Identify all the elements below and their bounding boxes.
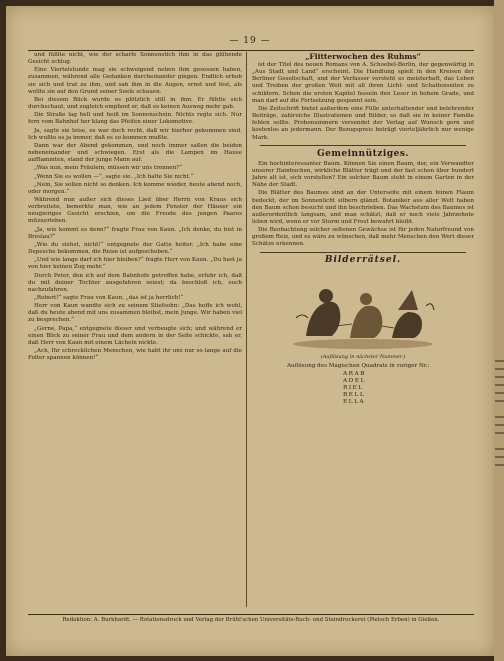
paragraph: ist der Titel des neuen Romans von A. Schoebel-Berlin, der gegenwärtig in „Aus Stadt und Land“ erscheint. Die Handlung spielt in den Kreisen der Berliner Gesellschaft, und der Verfasser versteht es meisterhaft, das Leben und Treiben der großen Welt mit all ihren Licht- und Schattenseiten zu schildern. Schon die ersten Kapitel fesseln den Leser in hohem Grade, und man darf auf die Fortsetzung gespannt sein.: [252, 62, 474, 104]
center-figure: [350, 306, 382, 338]
paragraph: Die Zeitschrift bietet außerdem eine Fülle unterhaltender und belehrender Beiträge, zahlreiche Illustrationen und Bilder, so daß sie in keiner Familie fehlen sollte. Probenummern versendet der Verlag auf Wunsch gern und kostenlos an jedermann. Der Bezugspreis beträgt vierteljährlich nur wenige Mark.: [252, 105, 474, 141]
left-figure-head: [319, 289, 333, 303]
serial-title: „Flitterwochen des Ruhms“: [305, 52, 421, 61]
left-column: [28, 52, 242, 607]
puzzle-title: Bilderrätsel.: [324, 254, 402, 265]
answer-row: ARAB: [343, 371, 366, 378]
ground-shadow: [293, 339, 433, 349]
puzzle-note: (Auflösung in nächster Nummer.): [320, 353, 406, 360]
paragraph: „Gerne, Papa,“ entgegnete dieser und verbeugte sich; und während er einen Blick zu seiner Frau und dem andern in der Seite schickte, sah er, daß Herr von Kaun mit einem Lächeln nickte.: [28, 325, 242, 346]
decor-line: [382, 326, 394, 328]
column-divider: [246, 52, 247, 607]
paragraph: „Ach, Ihr schrecklichen Menschen, wie habt ihr uns nur so lange auf die Folter spannen können!“: [28, 348, 242, 362]
answer-row: RIEL: [343, 385, 364, 392]
section-title: Gemeinnütziges.: [316, 148, 410, 159]
paragraph: „Robert!“ sagte Frau von Kaun, „das ist ja herrlich!“: [34, 295, 184, 301]
center-figure-head: [360, 293, 372, 305]
paragraph: Dann war der Abend gekommen, und noch immer saßen die beiden nebeneinander und schwiegen. Erst als die Lampen im Hause aufflammten, stand der junge Mann auf.: [28, 142, 242, 164]
paragraph: Bei diesem Blick wurde es plötzlich still in ihm. Er fühlte sich durchschaut, und zugleich empfand er, daß es keinen Ausweg mehr gab.: [28, 96, 242, 111]
answer-row: BELL: [343, 392, 366, 399]
left-figure: [306, 301, 340, 335]
paragraph: und füßlte nicht, wie der scharfe Sonnenstich ihm in das glühende Gesicht schlug.: [28, 52, 242, 66]
header-rule: [28, 50, 474, 51]
puzzle-illustration: [288, 266, 438, 350]
paragraph: „Wie du siehst, nicht!“ entgegnete der Gatte heiter. „Ich habe eine Depesche bekommen, die Reise ist aufgeschoben.“: [28, 241, 242, 256]
section-rule: [260, 252, 466, 253]
paragraph: Eine Viertelstunde mag sie schweigend neben ihm gesessen haben, zusammen, während alle Gedanken durcheinander gingen. Endlich erhob sie sich und trat zu ihm, und sah ihm in die Augen, ernst und fest, als wollte sie auf den Grund seiner Seele schauen.: [28, 67, 242, 95]
decor-curve: [296, 315, 308, 318]
newspaper-page: [6, 6, 494, 656]
picture-puzzle: [283, 254, 443, 407]
paragraph: Herr von Kaun wandte sich zu seinem Stiefsohn: „Das hoffe ich wohl, daß du heute abend mit uns zusammen bleibst, mein Junge. Wir haben viel zu besprechen.“: [28, 303, 242, 324]
paragraph: Die Beobachtung solcher seltenen Gewächse ist für jeden Naturfreund von großem Reiz, und es wäre zu wünschen, daß mehr Menschen den Wert dieser Schätze erkennen.: [252, 227, 474, 248]
footer-rule: [28, 614, 474, 615]
paragraph: „Ja, wie kommt es denn?“ fragte Frau von Kaun. „Ich denke, du bist in Breslau?“: [28, 226, 242, 240]
paragraph: „Was nun, mein Fräulein, müssen wir uns trennen?“: [34, 165, 183, 172]
section-rule: [260, 145, 466, 146]
adjacent-page-edge: [494, 0, 504, 661]
solution-answers: [343, 371, 383, 406]
paragraph: Ein hochinteressanter Baum. Können Sie einen Baum, der, ein Verwandter unserer Hainbuchen, wirkliche Blätter trägt und der fast schon über hundert Jahre alt ist, sich vorstellen? Ein solcher Baum steht in einem Garten in der Nähe der Stadt.: [252, 160, 474, 189]
answer-row: ELLA: [343, 399, 366, 406]
solution-intro: Auflösung des Magischen Quadrats in voriger Nr.:: [287, 363, 430, 370]
page-number: — 19 —: [229, 36, 271, 46]
right-figure-hat: [398, 290, 418, 310]
paragraph: Durch Peter, den ich auf dem Bahnhofe getroffen habe, erfuhr ich, daß du mit deiner Tochter ausgefahren seiest; da beschloß ich, euch nachzufahren.: [28, 272, 242, 293]
paragraph: Während nun außer sich dieses Lied über Herrn von Kraus sich verbreitete, bemerkte man, wie an jedem Fenster der Häuser ein neugieriges Gesicht erschien, um die Freude des jungen Paares mitzuerleben.: [28, 196, 242, 225]
paragraph: „Und wie lange darf ich hier bleiben?“ fragte Herr von Kaun. „Du hast ja von hier keinen Zug mehr.“: [28, 257, 242, 271]
paragraph: Die Straße lag hell und heiß im Sonnenschein. Nichts regte sich. Nur fern vom Bahnhof her klang das Pfeifen einer Lokomotive.: [28, 112, 242, 126]
paragraph: Die Blätter des Baumes sind an der Unterseite mit einem feinen Flaum bedeckt, der im Sonnenlicht silbern glänzt. Botaniker aus aller Welt haben den Baum schon besucht und ihn beschrieben. Das Wachstum des Baumes ist außerordentlich langsam, und man schätzt, daß er noch viele Jahrzehnte leben wird, wenn er vor Sturm und Frost bewahrt bleibt.: [252, 190, 474, 225]
paragraph: „Wenn Sie es wollen —“, sagte sie. „Ich halte Sie nicht.“: [34, 173, 194, 180]
imprint-footer: Redaktion: A. Burkhardt. — Rotationsdruck und Verlag der Brühl'schen Universitäts-Buch- und Steindruckerei (Pietsch Erben) in Gießen.: [62, 617, 440, 623]
paragraph: Ja, sagte sie leise, es war doch recht, daß wir hierher gekommen sind. Ich wußte es ja immer, daß es so kommen mußte.: [28, 127, 242, 141]
decor-curve: [426, 304, 434, 310]
paragraph: „Nein, Sie sollen nicht so denken. Ich komme wieder, heute abend noch, oder morgen.“: [28, 181, 242, 195]
right-figure: [392, 312, 422, 338]
right-column: [252, 52, 474, 607]
answer-row: ADEL: [343, 378, 366, 385]
